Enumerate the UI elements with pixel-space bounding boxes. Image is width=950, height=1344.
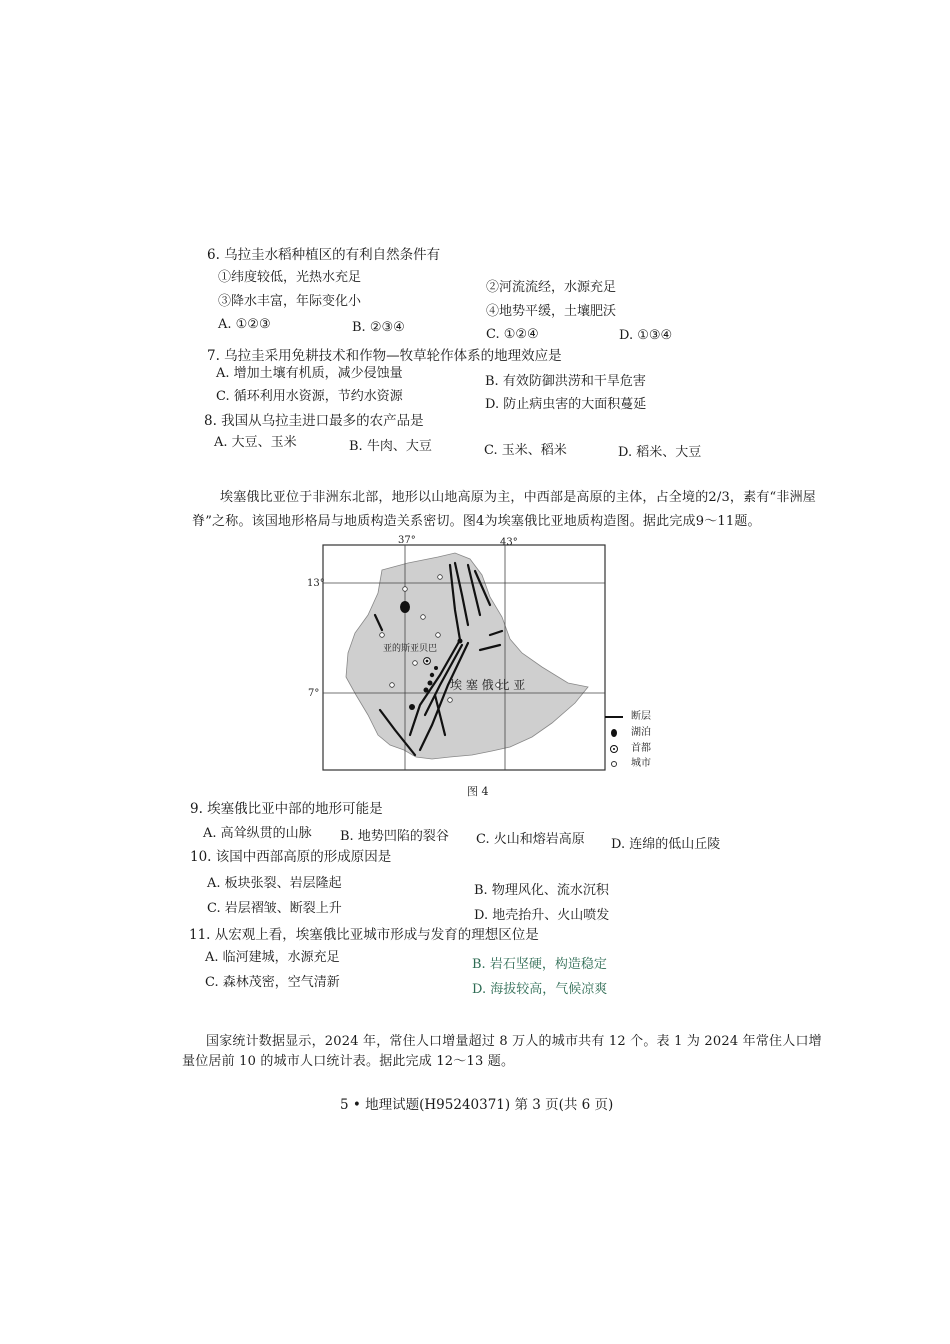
q6-option-c: C. ①②④ [486, 327, 539, 342]
q10-stem: 10. 该国中西部高原的形成原因是 [190, 849, 392, 865]
q8-option-d: D. 稻米、大豆 [618, 445, 702, 460]
country-label: 埃 塞 俄 比 亚 [450, 678, 526, 692]
q6-item-4: ④地势平缓，土壤肥沃 [486, 304, 617, 319]
q7-stem: 7. 乌拉圭采用免耕技术和作物—牧草轮作体系的地理效应是 [207, 348, 562, 364]
ethiopia-landmass [346, 553, 588, 759]
figure-caption: 图 4 [467, 785, 489, 798]
q11-option-d: D. 海拔较高，气候凉爽 [472, 982, 608, 997]
q10-option-d: D. 地壳抬升、火山喷发 [474, 908, 610, 923]
q6-stem: 6. 乌拉圭水稻种植区的有利自然条件有 [207, 247, 441, 263]
legend-city-symbol [611, 761, 617, 767]
q9-option-d: D. 连绵的低山丘陵 [611, 837, 721, 852]
q11-option-b: B. 岩石坚硬，构造稳定 [472, 957, 607, 972]
q11-stem: 11. 从宏观上看，埃塞俄比亚城市形成与发育的理想区位是 [189, 927, 539, 943]
q8-option-a: A. 大豆、玉米 [214, 435, 297, 450]
passage2-line2: 量位居前 10 的城市人口统计表。据此完成 12～13 题。 [182, 1054, 515, 1069]
q9-option-c: C. 火山和熔岩高原 [476, 832, 585, 847]
q10-option-a: A. 板块张裂、岩层隆起 [207, 876, 342, 891]
q8-option-c: C. 玉米、稻米 [484, 443, 567, 458]
passage2-line1: 国家统计数据显示，2024 年，常住人口增量超过 8 万人的城市共有 12 个。表 1 为 2024 年常住人口增 [206, 1034, 822, 1049]
q10-option-c: C. 岩层褶皱、断裂上升 [207, 901, 342, 916]
legend-capital-symbol [610, 745, 618, 753]
q8-stem: 8. 我国从乌拉圭进口最多的农产品是 [204, 413, 424, 429]
q7-option-c: C. 循环利用水资源，节约水资源 [216, 389, 403, 404]
lon-label-43: 43° [500, 537, 518, 548]
passage1-line2: 脊”之称。该国地形格局与地质构造关系密切。图4为埃塞俄比亚地质构造图。据此完成9～11题。 [192, 514, 761, 529]
capital-marker [424, 658, 431, 665]
q6-item-3: ③降水丰富，年际变化小 [218, 294, 362, 309]
legend-lake-label: 湖泊 [631, 727, 651, 738]
page-footer: 5 • 地理试题(H95240371) 第 3 页(共 6 页) [340, 1097, 614, 1113]
lat-label-7: 7° [308, 688, 320, 699]
q7-option-b: B. 有效防御洪涝和干旱危害 [485, 374, 646, 389]
q7-option-d: D. 防止病虫害的大面积蔓延 [485, 397, 647, 412]
lat-label-13: 13° [307, 578, 325, 589]
q8-option-b: B. 牛肉、大豆 [349, 439, 432, 454]
lon-label-37: 37° [398, 535, 416, 546]
legend-fault-symbol [605, 716, 623, 718]
legend-fault-label: 断层 [631, 711, 651, 722]
q9-option-b: B. 地势凹陷的裂谷 [340, 829, 449, 844]
q11-option-a: A. 临河建城，水源充足 [205, 950, 340, 965]
q6-item-2: ②河流流经，水源充足 [486, 280, 617, 295]
ethiopia-geologic-map [307, 535, 620, 780]
q10-option-b: B. 物理风化、流水沉积 [474, 883, 609, 898]
passage1-line1: 埃塞俄比亚位于非洲东北部，地形以山地高原为主，中西部是高原的主体，占全境的2/3，素有“非洲屋 [220, 490, 816, 505]
q6-option-a: A. ①②③ [218, 317, 271, 332]
q11-option-c: C. 森林茂密，空气清新 [205, 975, 340, 990]
q6-option-b: B. ②③④ [352, 320, 405, 335]
q7-option-a: A. 增加土壤有机质，减少侵蚀量 [216, 366, 403, 381]
q9-option-a: A. 高耸纵贯的山脉 [203, 826, 312, 841]
q6-item-1: ①纬度较低，光热水充足 [218, 270, 362, 285]
legend-lake-symbol [611, 729, 617, 737]
capital-label: 亚的斯亚贝巴 [383, 644, 438, 654]
map-legend [605, 710, 665, 774]
q9-stem: 9. 埃塞俄比亚中部的地形可能是 [190, 801, 383, 817]
q6-option-d: D. ①③④ [619, 328, 673, 343]
legend-city-label: 城市 [631, 758, 651, 769]
legend-capital-label: 首都 [631, 743, 651, 754]
